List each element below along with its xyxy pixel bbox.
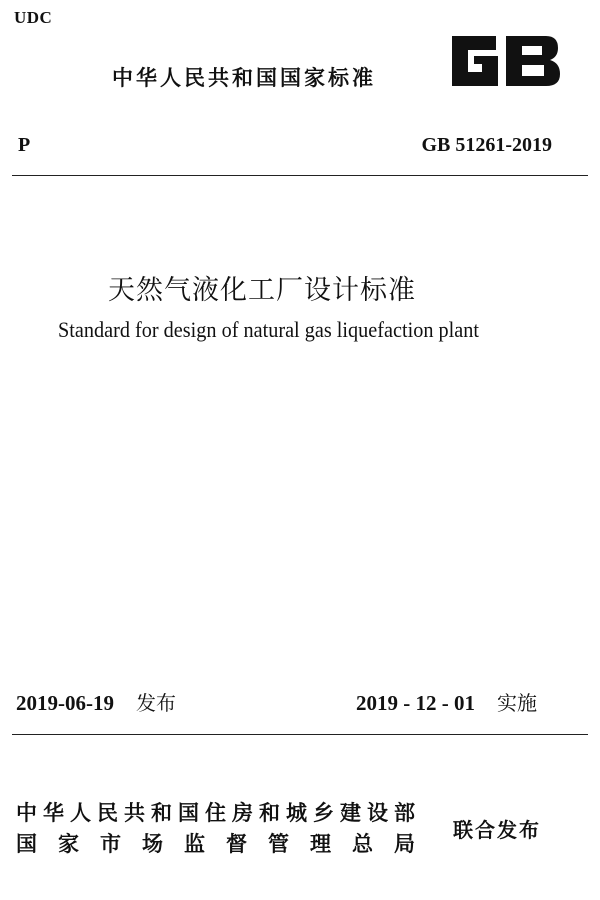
standard-number: GB 51261-2019 [421,134,552,156]
issue-date: 2019-06-19 [16,691,114,715]
implement-date: 2019 - 12 - 01 [356,691,475,715]
national-standard-heading: 中华人民共和国国家标准 [112,66,376,90]
issuer-ministry: 中华人民共和国住房和城乡建设部 [16,801,421,825]
title-english: Standard for design of natural gas liquefaction plant [58,317,479,342]
issuer-administration: 国家市场监督管理总局 [16,832,436,856]
bottom-divider [12,734,588,735]
classification-code: P [18,134,31,156]
implement-date-block [356,687,537,716]
joint-issue-label: 联合发布 [453,818,541,842]
issue-date-block [16,687,176,716]
title-chinese: 天然气液化工厂设计标准 [108,275,416,306]
issue-label: 发布 [136,691,176,715]
gb-logo-g [452,36,498,86]
udc-label: UDC [14,8,53,27]
gb-logo-b [506,36,560,86]
implement-label: 实施 [497,691,537,715]
top-divider [12,175,588,176]
gb-logo [446,30,562,92]
